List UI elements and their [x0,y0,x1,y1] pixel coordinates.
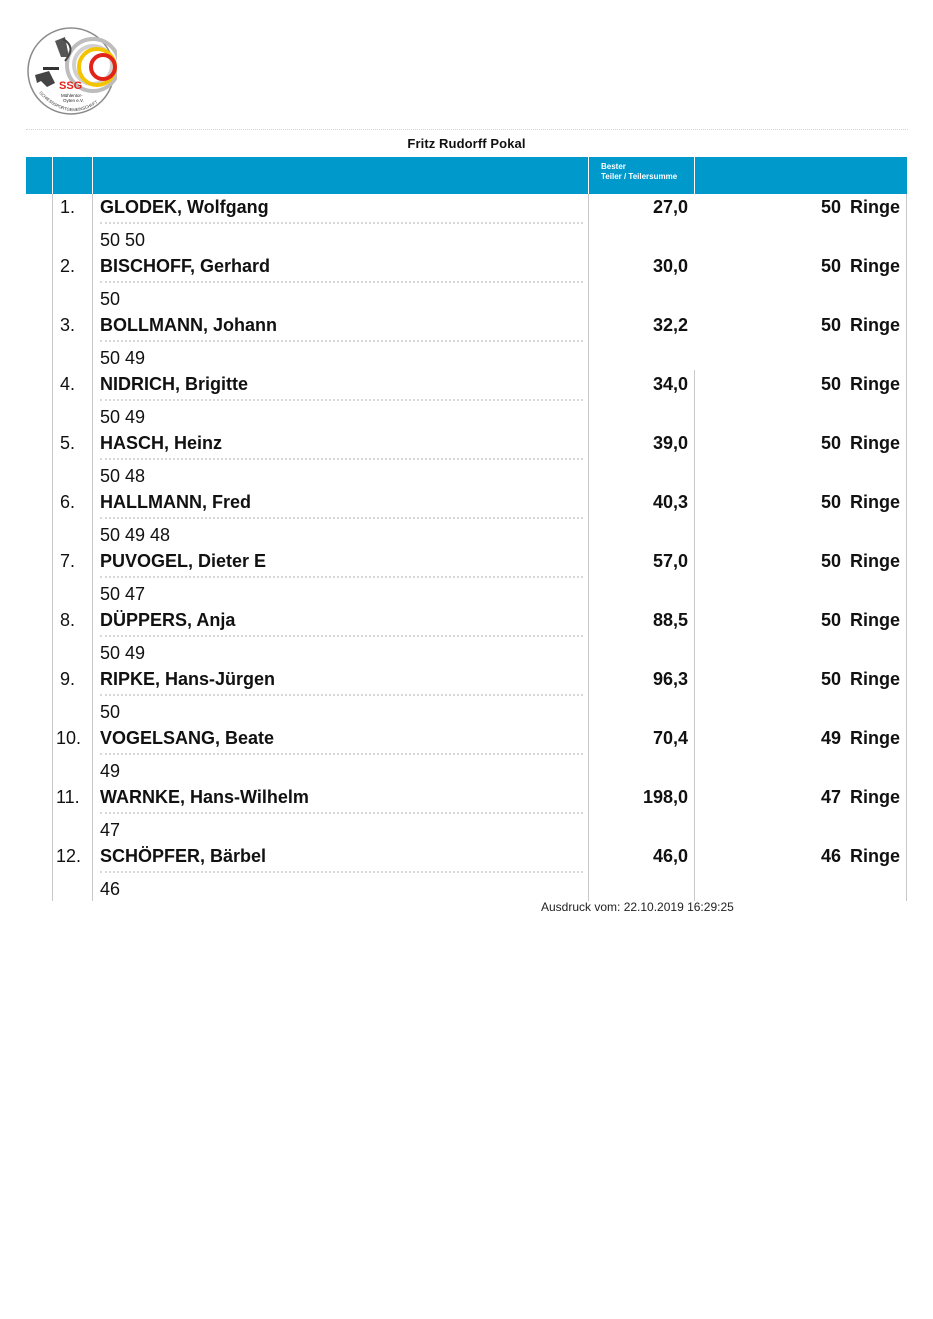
header-separator [694,157,695,194]
ringe-total: 49 Ringe [820,728,900,748]
row-divider [100,812,583,814]
series-scores: 50 [100,289,121,309]
shooter-name: BISCHOFF, Gerhard [100,256,271,276]
series-scores: 50 [100,702,121,722]
best-teiler: 27,0 [652,197,688,217]
table-row [26,548,907,607]
row-divider [100,576,583,578]
rank: 9. [60,669,76,689]
row-divider [100,517,583,519]
logo-text: SSG [59,80,83,92]
row-divider [100,871,583,873]
best-teiler: 88,5 [652,610,688,630]
table-row [26,253,907,312]
best-teiler: 70,4 [652,728,688,748]
shooter-name: HALLMANN, Fred [100,492,251,512]
best-teiler: 96,3 [652,669,688,689]
table-header [26,157,907,194]
ringe-total: 50 Ringe [820,315,900,335]
ringe-total: 46 Ringe [820,846,900,866]
shooter-name: WARNKE, Hans-Wilhelm [100,787,309,807]
row-divider [100,694,583,696]
rank: 1. [60,197,76,217]
page-title: Fritz Rudorff Pokal [407,136,526,151]
row-divider [100,753,583,755]
shooter-name: RIPKE, Hans-Jürgen [100,669,276,689]
ringe-total: 50 Ringe [820,551,900,571]
series-scores: 50 50 [100,230,146,250]
row-divider [100,399,583,401]
table-row [26,843,907,902]
series-scores: 50 49 [100,643,146,663]
table-row [26,607,907,666]
rank: 3. [60,315,76,335]
row-divider [100,340,583,342]
table-row [26,784,907,843]
best-teiler: 198,0 [642,787,688,807]
header-label-line2: Teiler / Teilersumme [601,172,678,181]
ringe-total: 50 Ringe [820,433,900,453]
ringe-total: 50 Ringe [820,669,900,689]
club-logo [25,27,117,115]
series-scores: 50 47 [100,584,146,604]
rank: 7. [60,551,76,571]
series-scores: 50 49 48 [100,525,171,545]
rank: 5. [60,433,76,453]
shooter-name: GLODEK, Wolfgang [100,197,269,217]
header-teiler-label [601,162,677,182]
shooter-name: BOLLMANN, Johann [100,315,277,335]
svg-text:SCHIESSSPORTGEMEINSCHAFT: SCHIESSSPORTGEMEINSCHAFT [38,90,99,113]
shooter-name: SCHÖPFER, Bärbel [100,846,267,866]
best-teiler: 34,0 [652,374,688,394]
row-divider [100,458,583,460]
rank: 10. [56,728,82,748]
row-divider [100,281,583,283]
svg-text:Oyten e.V.: Oyten e.V. [63,98,84,103]
ringe-total: 50 Ringe [820,374,900,394]
row-divider [100,222,583,224]
series-scores: 46 [100,879,121,899]
shooter-name: HASCH, Heinz [100,433,223,453]
header-separator [52,157,53,194]
series-scores: 47 [100,820,121,840]
series-scores: 50 49 [100,348,146,368]
table-row [26,371,907,430]
ringe-total: 50 Ringe [820,610,900,630]
best-teiler: 40,3 [652,492,688,512]
table-row [26,430,907,489]
series-scores: 50 48 [100,466,146,486]
header-label-line1: Bester [601,162,626,171]
series-scores: 50 49 [100,407,146,427]
shooter-name: PUVOGEL, Dieter E [100,551,267,571]
best-teiler: 30,0 [652,256,688,276]
rank: 6. [60,492,76,512]
table-row [26,666,907,725]
best-teiler: 57,0 [652,551,688,571]
table-row [26,725,907,784]
print-timestamp: Ausdruck vom: 22.10.2019 16:29:25 [541,900,734,914]
best-teiler: 46,0 [652,846,688,866]
rank: 8. [60,610,76,630]
ringe-total: 47 Ringe [820,787,900,807]
best-teiler: 32,2 [652,315,688,335]
series-scores: 49 [100,761,121,781]
rank: 4. [60,374,76,394]
ringe-total: 50 Ringe [820,492,900,512]
rank: 11. [56,787,80,807]
rank: 2. [60,256,76,276]
top-divider [26,129,908,130]
header-separator [588,157,589,194]
table-row [26,312,907,371]
svg-text:Mühlentor-: Mühlentor- [61,93,83,98]
ringe-total: 50 Ringe [820,256,900,276]
shooter-name: DÜPPERS, Anja [100,610,236,630]
header-separator [92,157,93,194]
table-row [26,194,907,253]
rank: 12. [56,846,82,866]
results-table [26,194,907,901]
best-teiler: 39,0 [652,433,688,453]
row-divider [100,635,583,637]
table-row [26,489,907,548]
ringe-total: 50 Ringe [820,197,900,217]
shooter-name: NIDRICH, Brigitte [100,374,248,394]
shooter-name: VOGELSANG, Beate [100,728,275,748]
